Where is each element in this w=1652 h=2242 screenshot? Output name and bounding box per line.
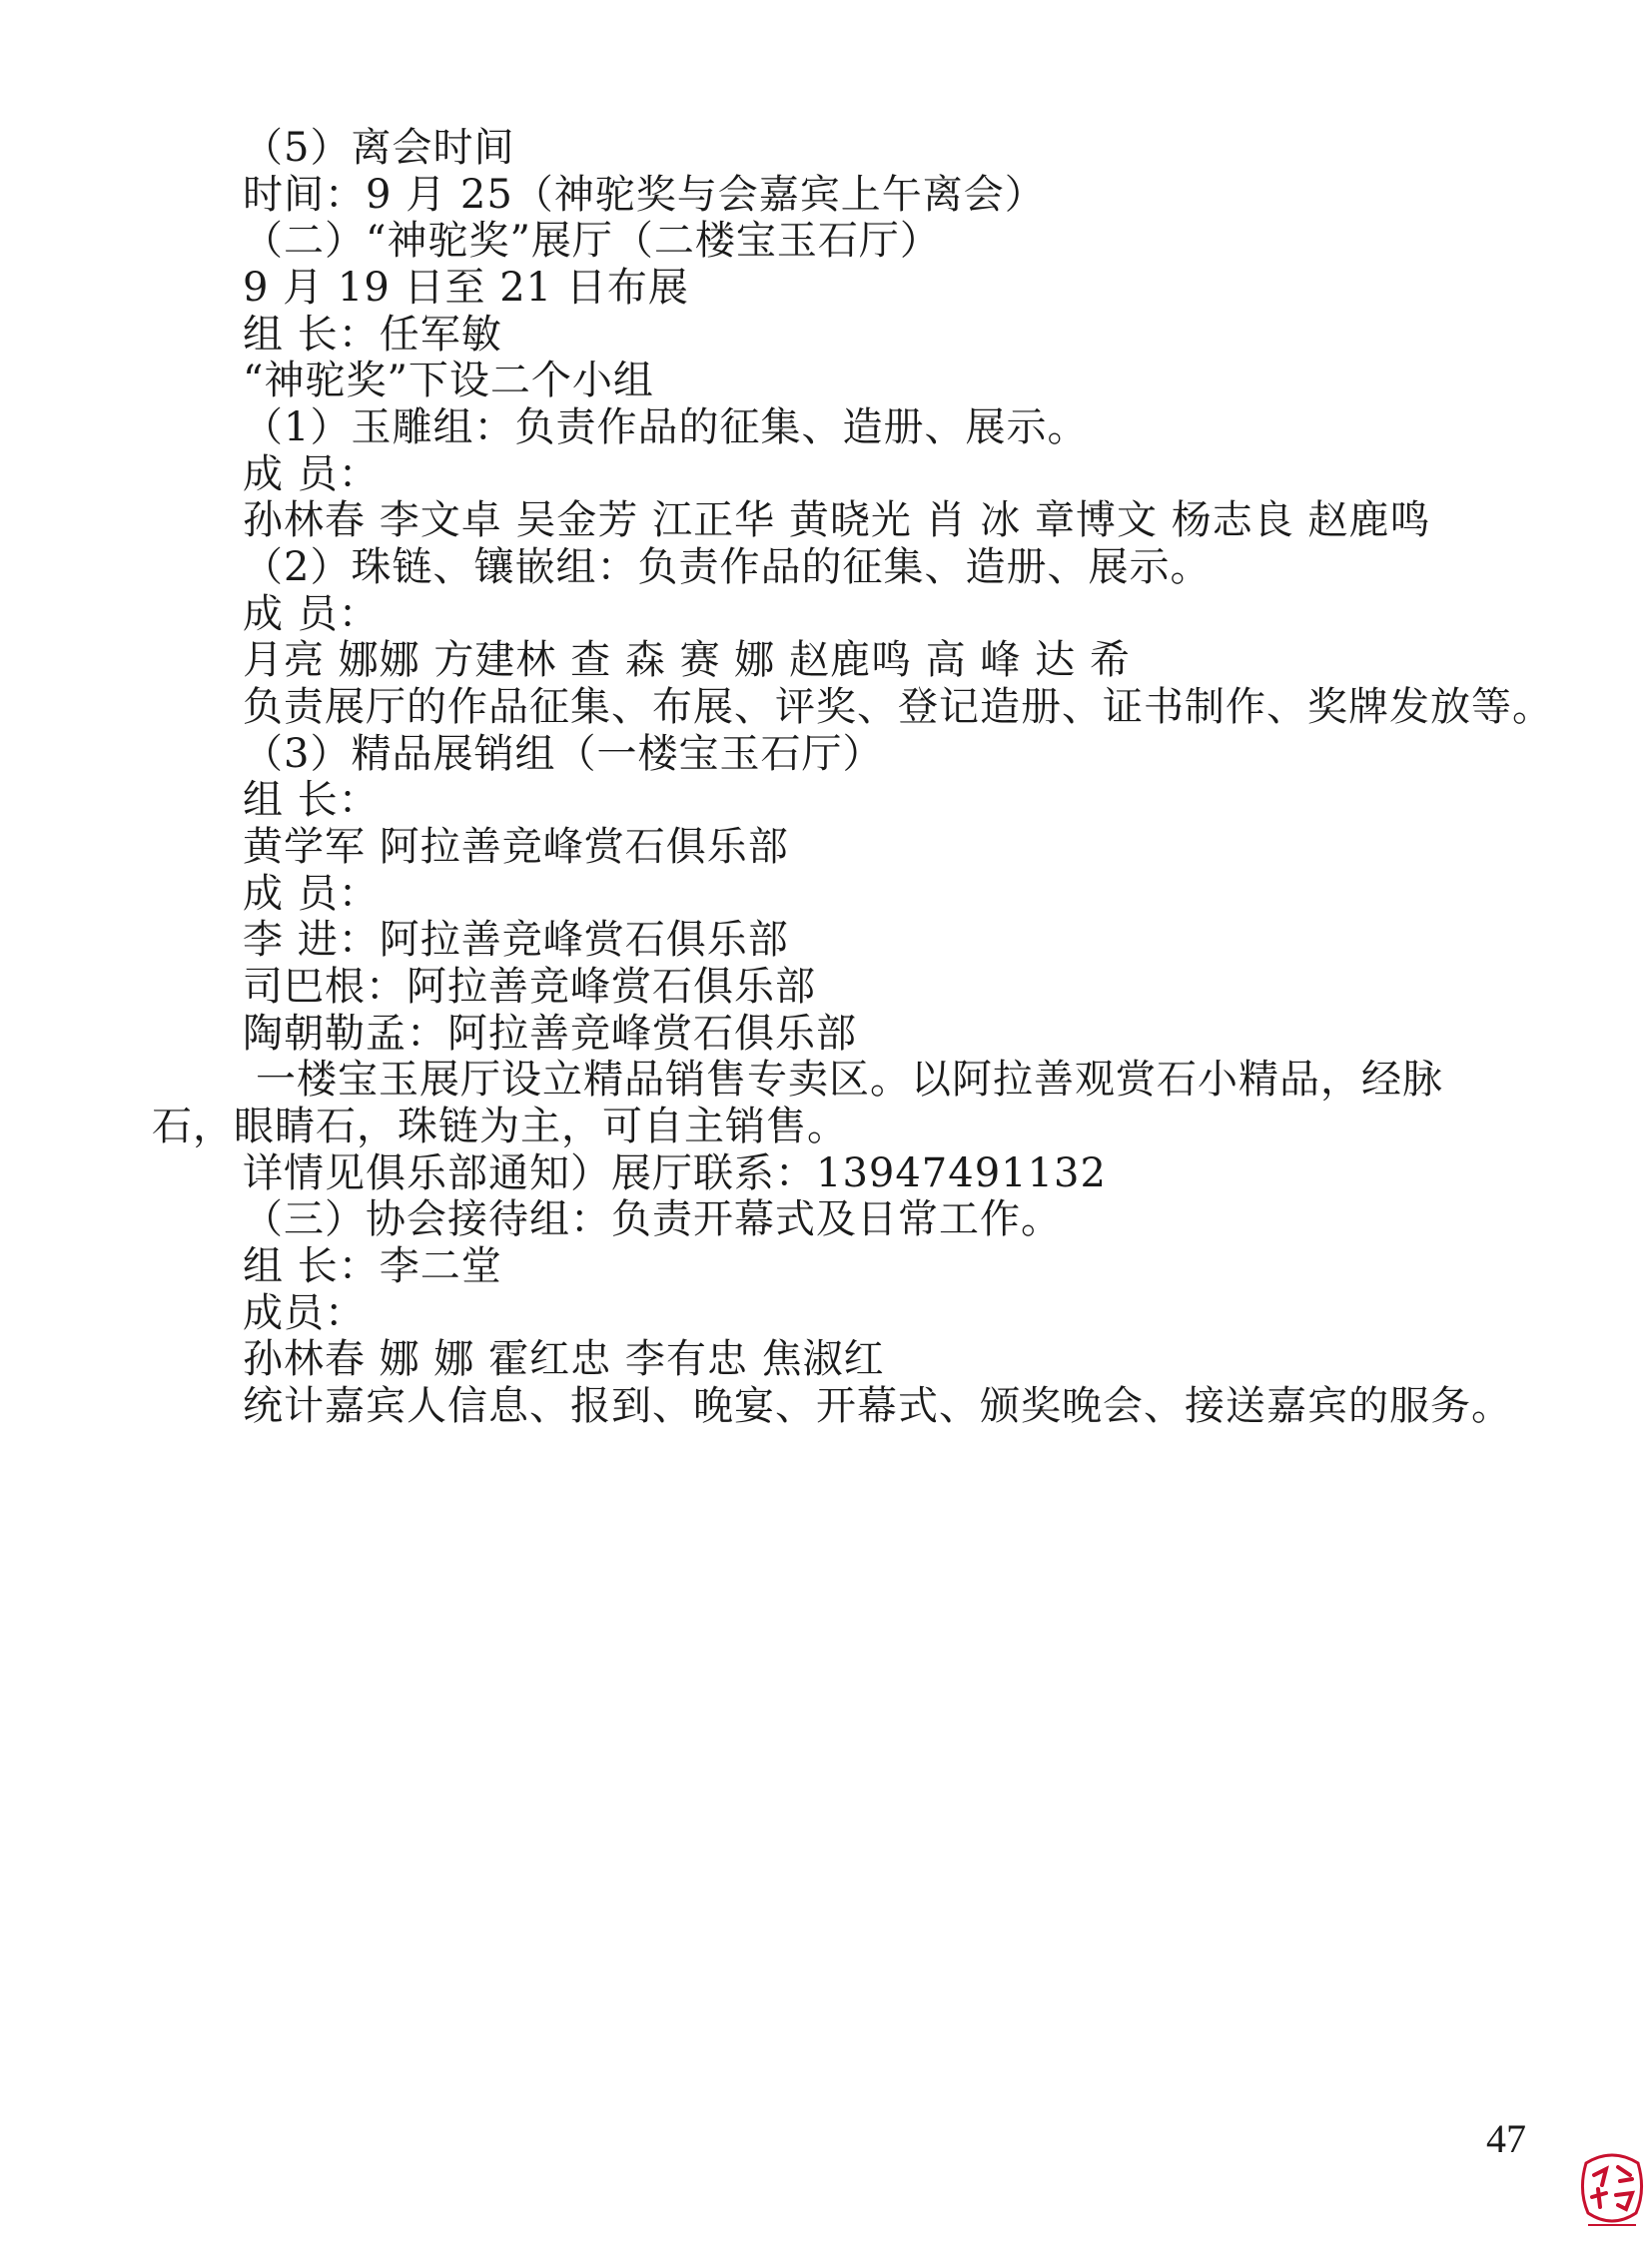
group-leader-name-line: 黄学军 阿拉善竞峰赏石俱乐部 xyxy=(243,824,789,870)
group-leader-line: 组 长：任军敏 xyxy=(243,312,502,358)
members-label: 成 员： xyxy=(243,591,380,637)
reception-members-list: 孙林春 娜 娜 霍红忠 李有忠 焦淑红 xyxy=(243,1336,885,1382)
reception-duties-line: 统计嘉宾人信息、报到、晚宴、开幕式、颁奖晚会、接送嘉宾的服务。 xyxy=(243,1383,1512,1429)
reception-group-leader-line: 组 长：李二堂 xyxy=(243,1243,502,1289)
watermark-logo xyxy=(1576,2145,1648,2235)
members-label: 成员： xyxy=(243,1290,366,1336)
bead-inlay-group-heading: （2）珠链、镶嵌组：负责作品的征集、造册、展示。 xyxy=(243,544,1212,590)
section-heading-departure: （5）离会时间 xyxy=(243,125,515,171)
page-number: 47 xyxy=(1486,2116,1526,2161)
jade-carving-group-heading: （1）玉雕组：负责作品的征集、造册、展示。 xyxy=(243,404,1089,450)
members-label: 成 员： xyxy=(243,451,380,497)
reception-group-heading: （三）协会接待组：负责开幕式及日常工作。 xyxy=(243,1196,1062,1242)
sales-area-paragraph-line-2: 石，眼睛石，珠链为主，可自主销售。 xyxy=(152,1104,848,1149)
setup-dates-line: 9 月 19 日至 21 日布展 xyxy=(243,265,689,311)
bead-inlay-members-list: 月亮 娜娜 方建林 查 森 赛 娜 赵鹿鸣 高 峰 达 希 xyxy=(243,637,1131,683)
boutique-sales-group-heading: （3）精品展销组（一楼宝玉石厅） xyxy=(243,731,884,777)
watermark-seal-icon xyxy=(1576,2145,1648,2235)
member-line: 司巴根：阿拉善竞峰赏石俱乐部 xyxy=(243,964,816,1010)
section-heading-exhibition-hall: （二）“神驼奖”展厅（二楼宝玉石厅） xyxy=(243,218,941,264)
group-leader-label: 组 长： xyxy=(243,777,380,823)
members-label: 成 员： xyxy=(243,871,380,917)
jade-carving-members-list: 孙林春 李文卓 吴金芳 江正华 黄晓光 肖 冰 章博文 杨志良 赵鹿鸣 xyxy=(243,497,1431,543)
departure-time-line: 时间：9 月 25（神驼奖与会嘉宾上午离会） xyxy=(243,172,1046,218)
hall-responsibilities-line: 负责展厅的作品征集、布展、评奖、登记造册、证书制作、奖牌发放等。 xyxy=(243,684,1553,730)
member-line: 陶朝勒孟：阿拉善竞峰赏石俱乐部 xyxy=(243,1011,857,1057)
hall-contact-line: 详情见俱乐部通知）展厅联系：13947491132 xyxy=(243,1150,1107,1196)
member-line: 李 进：阿拉善竞峰赏石俱乐部 xyxy=(243,917,789,963)
subgroups-intro-line: “神驼奖”下设二个小组 xyxy=(243,358,654,403)
sales-area-paragraph-line-1: 一楼宝玉展厅设立精品销售专卖区。以阿拉善观赏石小精品，经脉 xyxy=(256,1057,1443,1103)
